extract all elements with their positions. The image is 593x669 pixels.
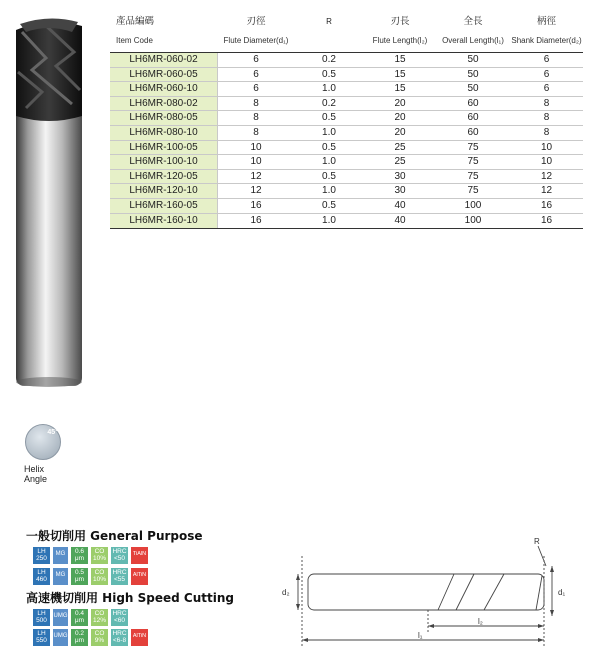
table-row bbox=[110, 111, 583, 126]
general-purpose-title: 一般切削用 General Purpose bbox=[26, 529, 203, 543]
cell-overall-length: 60 bbox=[467, 97, 479, 109]
header-flute-length: 刃長 Flute Length(l₂) bbox=[372, 16, 428, 45]
cell-overall-length: 75 bbox=[467, 141, 479, 153]
cell-flute-diameter: 8 bbox=[253, 126, 259, 138]
cell-radius: 1.0 bbox=[322, 83, 336, 95]
cell-item-code: LH6MR-060-05 bbox=[110, 68, 218, 82]
cell-flute-length: 20 bbox=[394, 126, 406, 138]
cell-flute-diameter: 16 bbox=[250, 199, 262, 211]
cell-item-code: LH6MR-060-10 bbox=[110, 82, 218, 96]
gp-badge-row-1 bbox=[33, 546, 148, 564]
cell-radius: 1.0 bbox=[322, 185, 336, 197]
spec-badge: HRC <6-8 bbox=[112, 629, 127, 644]
hs-badge-row-2 bbox=[33, 628, 148, 646]
cell-item-code: LH6MR-160-10 bbox=[110, 214, 218, 229]
spec-badge: 0.2 μm bbox=[71, 629, 88, 646]
cell-radius: 0.2 bbox=[322, 54, 336, 65]
table-header bbox=[110, 14, 583, 52]
cell-shank-diameter: 6 bbox=[543, 54, 550, 65]
cell-overall-length: 75 bbox=[467, 170, 479, 182]
spec-badge: AlTiN bbox=[131, 629, 148, 646]
spec-badge: AlTiN bbox=[131, 568, 148, 585]
spec-badge: TiAlN bbox=[131, 547, 148, 564]
label-d1: d₁ bbox=[558, 588, 566, 597]
cell-radius: 1.0 bbox=[322, 214, 336, 226]
cell-radius: 1.0 bbox=[322, 126, 336, 138]
table-row bbox=[110, 141, 583, 156]
spec-badge: LH 550 bbox=[33, 629, 50, 646]
table-row bbox=[110, 68, 583, 83]
end-mill-image bbox=[12, 12, 90, 387]
dimension-drawing bbox=[278, 536, 578, 656]
cell-flute-length: 25 bbox=[394, 141, 406, 153]
hs-badge-row-1 bbox=[33, 608, 128, 626]
cell-overall-length: 50 bbox=[467, 68, 479, 80]
cell-flute-diameter: 12 bbox=[250, 170, 262, 182]
header-item-code: 產品編碼 Item Code bbox=[116, 16, 155, 45]
cell-radius: 0.5 bbox=[322, 170, 336, 182]
cell-item-code: LH6MR-160-05 bbox=[110, 199, 218, 213]
spec-badge: CO 10% bbox=[92, 547, 106, 562]
cell-item-code: LH6MR-120-10 bbox=[110, 184, 218, 198]
cell-overall-length: 75 bbox=[467, 185, 479, 197]
spec-badge: MG bbox=[53, 568, 68, 585]
label-r: R bbox=[534, 537, 540, 546]
table-row bbox=[110, 82, 583, 97]
cell-item-code: LH6MR-080-10 bbox=[110, 126, 218, 140]
spec-badge: 0.5 μm bbox=[71, 568, 88, 585]
cell-item-code: LH6MR-120-05 bbox=[110, 170, 218, 184]
table-row bbox=[110, 214, 583, 229]
cell-flute-diameter: 10 bbox=[250, 141, 262, 153]
helix-label: Helix Angle bbox=[24, 464, 48, 484]
spec-badge: UMG bbox=[53, 629, 68, 646]
table-row bbox=[110, 53, 583, 68]
table-row bbox=[110, 199, 583, 214]
spec-badge: 0.4 μm bbox=[71, 609, 88, 626]
spec-badge: CO 10% bbox=[92, 568, 106, 583]
table-body bbox=[110, 52, 583, 229]
cell-radius: 0.5 bbox=[322, 199, 336, 211]
cell-shank-diameter: 12 bbox=[540, 185, 553, 197]
cell-flute-diameter: 12 bbox=[250, 185, 262, 197]
cell-flute-diameter: 6 bbox=[253, 68, 259, 80]
cell-flute-length: 20 bbox=[394, 112, 406, 124]
label-l2: l₂ bbox=[478, 617, 483, 626]
cell-overall-length: 100 bbox=[464, 214, 482, 226]
gp-badge-row-2 bbox=[33, 567, 148, 585]
tool-outline bbox=[308, 574, 544, 610]
table-row bbox=[110, 170, 583, 185]
cell-shank-diameter: 8 bbox=[543, 97, 550, 109]
spec-badge: CO 12% bbox=[92, 609, 106, 624]
cell-radius: 0.5 bbox=[322, 141, 336, 153]
cell-flute-diameter: 10 bbox=[250, 156, 262, 168]
spec-badge: LH 500 bbox=[33, 609, 50, 626]
cell-overall-length: 60 bbox=[467, 126, 479, 138]
helix-angle-icon: 45° bbox=[25, 424, 61, 460]
cell-shank-diameter: 12 bbox=[540, 170, 553, 182]
cell-item-code: LH6MR-100-10 bbox=[110, 155, 218, 169]
spec-badge: HRC <50 bbox=[112, 547, 127, 562]
spec-badge: LH 250 bbox=[33, 547, 50, 564]
cell-item-code: LH6MR-080-02 bbox=[110, 97, 218, 111]
cell-flute-length: 40 bbox=[394, 214, 406, 226]
header-shank-diameter: 柄徑 Shank Diameter(d₂) bbox=[511, 16, 582, 45]
spec-badge: HRC <60 bbox=[112, 609, 127, 624]
spec-badge: UMG bbox=[53, 609, 68, 626]
cell-flute-diameter: 8 bbox=[253, 112, 259, 124]
spec-badge: HRC <55 bbox=[112, 568, 127, 583]
table-row bbox=[110, 184, 583, 199]
label-l1: l₁ bbox=[418, 631, 423, 640]
cell-shank-diameter: 10 bbox=[540, 141, 553, 153]
cell-item-code: LH6MR-080-05 bbox=[110, 111, 218, 125]
header-radius: R bbox=[326, 17, 332, 26]
spec-badge: CO 9% bbox=[91, 629, 108, 646]
cell-flute-length: 15 bbox=[394, 68, 406, 80]
label-d2: d₂ bbox=[282, 588, 290, 597]
cell-flute-diameter: 6 bbox=[253, 83, 259, 95]
spec-badge: MG bbox=[53, 547, 68, 564]
cell-flute-diameter: 16 bbox=[250, 214, 262, 226]
cell-radius: 0.2 bbox=[322, 97, 336, 109]
spec-table bbox=[110, 14, 583, 229]
cell-shank-diameter: 6 bbox=[543, 68, 550, 80]
cell-flute-length: 15 bbox=[394, 83, 406, 95]
cell-shank-diameter: 16 bbox=[540, 199, 553, 211]
spec-badge: LH 460 bbox=[33, 568, 50, 585]
cell-flute-diameter: 6 bbox=[253, 54, 259, 65]
cell-radius: 1.0 bbox=[322, 156, 336, 168]
cell-shank-diameter: 16 bbox=[540, 214, 553, 226]
header-flute-diameter: 刃徑 Flute Diameter(d₁) bbox=[223, 16, 289, 45]
cell-radius: 0.5 bbox=[322, 112, 336, 124]
spec-badge: 0.6 μm bbox=[71, 547, 88, 564]
cell-item-code: LH6MR-060-02 bbox=[110, 53, 218, 67]
high-speed-title: 高速機切削用 High Speed Cutting bbox=[26, 591, 234, 605]
cell-flute-length: 25 bbox=[394, 156, 406, 168]
cell-flute-length: 30 bbox=[394, 170, 406, 182]
cell-overall-length: 100 bbox=[464, 199, 482, 211]
helix-angle-badge bbox=[24, 424, 84, 484]
cell-shank-diameter: 8 bbox=[543, 112, 550, 124]
table-row bbox=[110, 97, 583, 112]
cell-shank-diameter: 8 bbox=[543, 126, 550, 138]
cell-overall-length: 75 bbox=[467, 156, 479, 168]
header-overall-length: 全長 Overall Length(l₁) bbox=[442, 16, 504, 45]
cell-flute-diameter: 8 bbox=[253, 97, 259, 109]
cell-item-code: LH6MR-100-05 bbox=[110, 141, 218, 155]
cell-shank-diameter: 6 bbox=[543, 83, 550, 95]
cell-overall-length: 50 bbox=[467, 83, 479, 95]
table-row bbox=[110, 155, 583, 170]
cell-overall-length: 50 bbox=[467, 54, 479, 65]
cell-overall-length: 60 bbox=[467, 112, 479, 124]
cell-flute-length: 20 bbox=[394, 97, 406, 109]
cell-shank-diameter: 10 bbox=[540, 156, 553, 168]
table-row bbox=[110, 126, 583, 141]
cell-flute-length: 40 bbox=[394, 199, 406, 211]
cell-flute-length: 30 bbox=[394, 185, 406, 197]
cell-radius: 0.5 bbox=[322, 68, 336, 80]
cell-flute-length: 15 bbox=[394, 54, 406, 65]
